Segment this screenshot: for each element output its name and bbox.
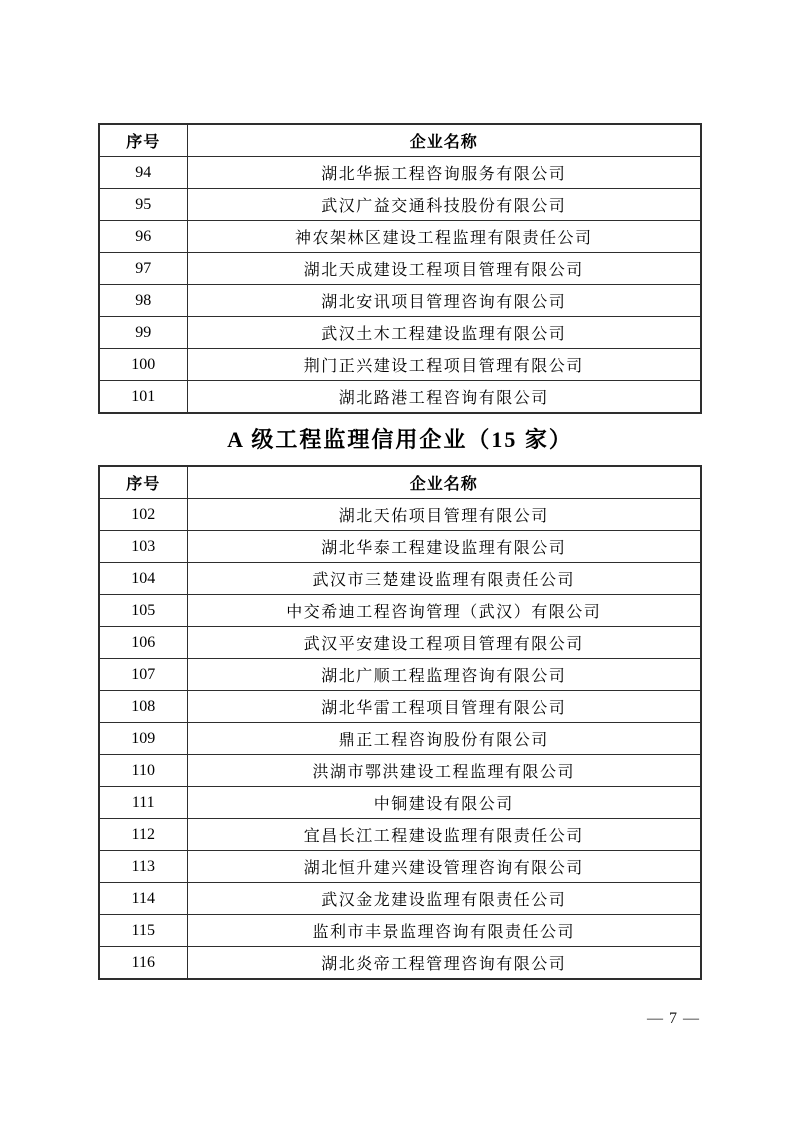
company-name: 湖北华雷工程项目管理有限公司 — [187, 691, 701, 723]
row-index: 114 — [99, 883, 187, 915]
company-name: 中铜建设有限公司 — [187, 787, 701, 819]
company-name: 湖北天成建设工程项目管理有限公司 — [187, 253, 701, 285]
table-row — [99, 723, 701, 755]
table-row — [99, 787, 701, 819]
company-table-1 — [98, 123, 702, 414]
row-index: 103 — [99, 531, 187, 563]
row-index: 99 — [99, 317, 187, 349]
row-index: 105 — [99, 595, 187, 627]
table-row — [99, 317, 701, 349]
row-index: 98 — [99, 285, 187, 317]
row-index: 95 — [99, 189, 187, 221]
company-name: 监利市丰景监理咨询有限责任公司 — [187, 915, 701, 947]
table-row — [99, 349, 701, 381]
company-name: 湖北路港工程咨询有限公司 — [187, 381, 701, 414]
company-name: 湖北天佑项目管理有限公司 — [187, 499, 701, 531]
table-row — [99, 659, 701, 691]
row-index: 108 — [99, 691, 187, 723]
table-header-row — [99, 466, 701, 499]
table-row — [99, 883, 701, 915]
row-index: 94 — [99, 157, 187, 189]
table-row — [99, 851, 701, 883]
row-index: 107 — [99, 659, 187, 691]
header-company-name: 企业名称 — [187, 466, 701, 499]
company-table-2 — [98, 465, 702, 980]
company-name: 武汉金龙建设监理有限责任公司 — [187, 883, 701, 915]
table-header-row — [99, 124, 701, 157]
company-name: 宜昌长江工程建设监理有限责任公司 — [187, 819, 701, 851]
table-row — [99, 285, 701, 317]
row-index: 110 — [99, 755, 187, 787]
row-index: 109 — [99, 723, 187, 755]
row-index: 100 — [99, 349, 187, 381]
table-row — [99, 531, 701, 563]
company-name: 湖北安讯项目管理咨询有限公司 — [187, 285, 701, 317]
row-index: 116 — [99, 947, 187, 980]
row-index: 102 — [99, 499, 187, 531]
header-index: 序号 — [99, 124, 187, 157]
header-company-name: 企业名称 — [187, 124, 701, 157]
table-row — [99, 915, 701, 947]
row-index: 111 — [99, 787, 187, 819]
table-row — [99, 691, 701, 723]
table-row — [99, 819, 701, 851]
section-heading: A 级工程监理信用企业（15 家） — [227, 427, 573, 452]
company-name: 湖北恒升建兴建设管理咨询有限公司 — [187, 851, 701, 883]
page-number: — 7 — — [647, 1010, 700, 1027]
row-index: 106 — [99, 627, 187, 659]
row-index: 104 — [99, 563, 187, 595]
row-index: 101 — [99, 381, 187, 414]
company-name: 洪湖市鄂洪建设工程监理有限公司 — [187, 755, 701, 787]
table-row — [99, 157, 701, 189]
table-row — [99, 563, 701, 595]
company-name: 湖北华振工程咨询服务有限公司 — [187, 157, 701, 189]
table-row — [99, 253, 701, 285]
company-name: 武汉市三楚建设监理有限责任公司 — [187, 563, 701, 595]
company-name: 武汉土木工程建设监理有限公司 — [187, 317, 701, 349]
header-index: 序号 — [99, 466, 187, 499]
company-name: 湖北华泰工程建设监理有限公司 — [187, 531, 701, 563]
row-index: 97 — [99, 253, 187, 285]
row-index: 115 — [99, 915, 187, 947]
company-name: 荆门正兴建设工程项目管理有限公司 — [187, 349, 701, 381]
table-row — [99, 221, 701, 253]
table-row — [99, 627, 701, 659]
company-name: 武汉广益交通科技股份有限公司 — [187, 189, 701, 221]
company-name: 武汉平安建设工程项目管理有限公司 — [187, 627, 701, 659]
row-index: 112 — [99, 819, 187, 851]
row-index: 96 — [99, 221, 187, 253]
company-name: 湖北广顺工程监理咨询有限公司 — [187, 659, 701, 691]
table-row — [99, 947, 701, 980]
company-name: 鼎正工程咨询股份有限公司 — [187, 723, 701, 755]
table-row — [99, 189, 701, 221]
table-row — [99, 755, 701, 787]
company-name: 中交希迪工程咨询管理（武汉）有限公司 — [187, 595, 701, 627]
table-row — [99, 595, 701, 627]
table-row — [99, 499, 701, 531]
row-index: 113 — [99, 851, 187, 883]
company-name: 湖北炎帝工程管理咨询有限公司 — [187, 947, 701, 980]
company-name: 神农架林区建设工程监理有限责任公司 — [187, 221, 701, 253]
table-row — [99, 381, 701, 414]
